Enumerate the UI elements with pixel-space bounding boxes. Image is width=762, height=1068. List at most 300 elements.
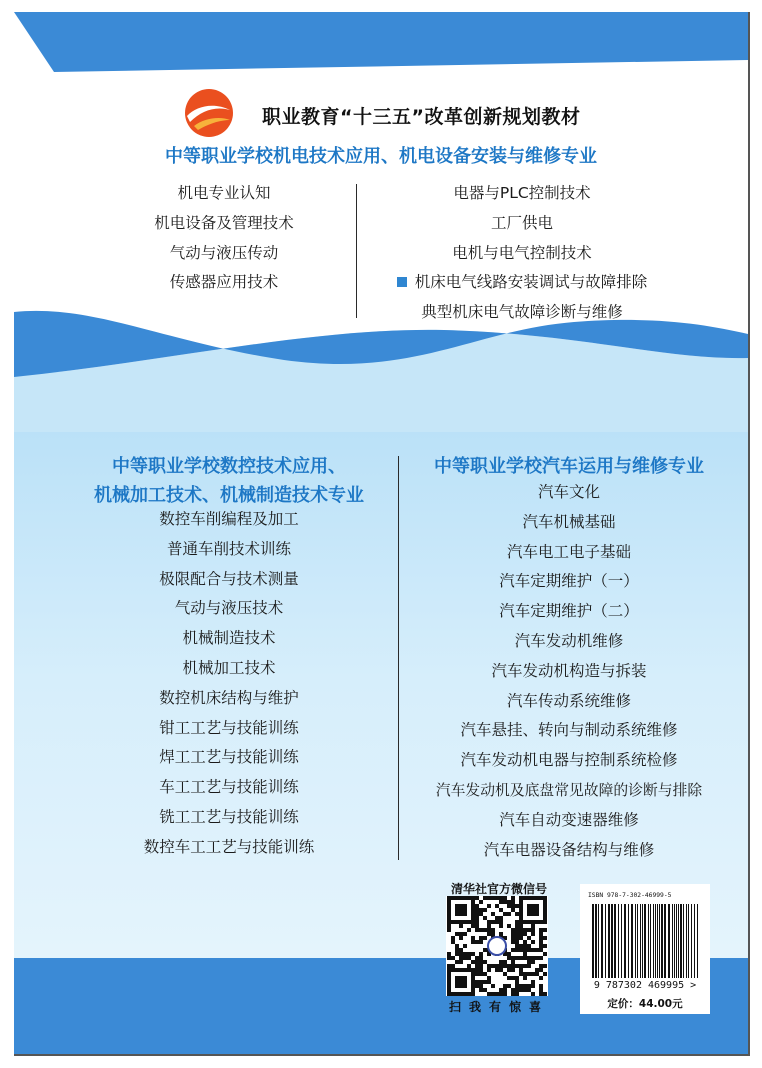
list-item: 焊工工艺与技能训练: [159, 748, 299, 767]
qr-module: [523, 956, 527, 960]
price-label: 定价：44.00元: [607, 998, 683, 1010]
qr-module: [515, 956, 519, 960]
square-bullet-icon: [397, 277, 407, 287]
qr-module: [487, 928, 491, 932]
qr-module: [523, 976, 527, 980]
barcode-bar: [592, 904, 594, 978]
qr-module: [531, 896, 535, 900]
qr-module: [527, 972, 531, 976]
list-item: 机械加工技术: [182, 658, 276, 677]
qr-module: [475, 956, 479, 960]
qr-module: [543, 920, 547, 924]
section1-divider: [356, 184, 357, 318]
qr-module: [455, 960, 459, 964]
qr-module: [543, 964, 547, 968]
barcode-bar: [624, 904, 626, 978]
qr-module: [487, 976, 491, 980]
qr-module: [479, 960, 483, 964]
qr-module: [511, 948, 515, 952]
barcode-bar: [648, 904, 649, 978]
qr-module: [467, 964, 471, 968]
qr-module: [455, 896, 459, 900]
qr-module: [475, 920, 479, 924]
qr-module: [483, 988, 487, 992]
qr-module: [503, 912, 507, 916]
qr-module: [539, 920, 543, 924]
qr-module: [483, 896, 487, 900]
qr-module: [519, 984, 523, 988]
qr-module: [531, 920, 535, 924]
qr-module: [455, 980, 459, 984]
qr-module: [539, 964, 543, 968]
qr-module: [535, 908, 539, 912]
qr-module: [519, 944, 523, 948]
qr-module: [471, 908, 475, 912]
qr-module: [455, 984, 459, 988]
list-item: 汽车发动机及底盘常见故障的诊断与排除: [435, 781, 703, 799]
list-item: 气动与液压传动: [169, 243, 279, 262]
qr-module: [459, 920, 463, 924]
barcode-bar: [694, 904, 695, 978]
qr-module: [479, 936, 483, 940]
qr-module: [511, 956, 515, 960]
qr-module: [535, 904, 539, 908]
qr-module: [527, 920, 531, 924]
qr-module: [491, 992, 495, 996]
qr-module: [459, 924, 463, 928]
list-item: 汽车传动系统维修: [506, 691, 631, 710]
isbn-text: ISBN 978-7-302-46999-5: [588, 892, 672, 899]
qr-module: [483, 916, 487, 920]
qr-module: [483, 908, 487, 912]
barcode-bar: [601, 904, 603, 978]
qr-module: [451, 920, 455, 924]
qr-module: [515, 980, 519, 984]
qr-module: [455, 912, 459, 916]
qr-module: [483, 948, 487, 952]
qr-module: [507, 968, 511, 972]
barcode-bar: [618, 904, 619, 978]
qr-module: [495, 964, 499, 968]
qr-module: [483, 960, 487, 964]
qr-module: [487, 932, 491, 936]
qr-module: [495, 904, 499, 908]
qr-module: [531, 992, 535, 996]
qr-module: [491, 964, 495, 968]
qr-module: [507, 904, 511, 908]
qr-module: [531, 960, 535, 964]
qr-module: [503, 900, 507, 904]
qr-module: [539, 992, 543, 996]
qr-module: [471, 916, 475, 920]
qr-module: [515, 940, 519, 944]
highlighted-item-label: 机床电气线路安装调试与故障排除: [414, 273, 648, 292]
qr-module: [471, 960, 475, 964]
qr-module: [543, 952, 547, 956]
qr-module: [487, 964, 491, 968]
qr-module: [523, 944, 527, 948]
list-item: 数控车削编程及加工: [159, 510, 299, 528]
barcode-bar: [640, 904, 641, 978]
qr-module: [459, 980, 463, 984]
qr-module: [447, 956, 451, 960]
qr-module: [447, 912, 451, 916]
qr-module: [447, 916, 451, 920]
section2-heading-line2: 机械加工技术、机械制造技术专业: [94, 485, 364, 506]
qr-module: [475, 984, 479, 988]
qr-module: [531, 908, 535, 912]
qr-module: [527, 960, 531, 964]
qr-module: [511, 908, 515, 912]
qr-module: [531, 948, 535, 952]
qr-module: [519, 908, 523, 912]
qr-module: [471, 992, 475, 996]
section1-right-list: [372, 179, 672, 328]
qr-module: [527, 944, 531, 948]
qr-module: [511, 940, 515, 944]
qr-module: [463, 896, 467, 900]
qr-module: [519, 920, 523, 924]
qr-module: [479, 980, 483, 984]
qr-module: [531, 972, 535, 976]
list-item: 汽车发动机构造与拆装: [491, 661, 647, 680]
qr-module: [479, 908, 483, 912]
qr-module: [491, 932, 495, 936]
qr-module: [523, 964, 527, 968]
qr-module: [459, 992, 463, 996]
qr-module: [471, 896, 475, 900]
list-item: 汽车定期维护（一）: [499, 572, 639, 591]
list-item: 气动与液压技术: [174, 599, 284, 618]
qr-module: [539, 936, 543, 940]
qr-module: [459, 968, 463, 972]
qr-module: [543, 912, 547, 916]
qr-module: [463, 968, 467, 972]
list-item: 典型机床电气故障诊断与维修: [421, 303, 623, 322]
qr-module: [463, 920, 467, 924]
qr-module: [511, 992, 515, 996]
qr-module: [491, 984, 495, 988]
qr-module: [459, 936, 463, 940]
qr-module: [515, 944, 519, 948]
qr-module: [499, 896, 503, 900]
qr-module: [491, 928, 495, 932]
qr-module: [499, 920, 503, 924]
qr-code-icon: [446, 896, 548, 996]
qr-module: [543, 928, 547, 932]
barcode-bar: [642, 904, 643, 978]
qr-module: [535, 920, 539, 924]
qr-module: [479, 912, 483, 916]
barcode-bar: [657, 904, 658, 978]
qr-module: [507, 924, 511, 928]
qr-module: [483, 972, 487, 976]
qr-module: [451, 964, 455, 968]
qr-module: [447, 968, 451, 972]
qr-module: [515, 964, 519, 968]
qr-module: [515, 932, 519, 936]
qr-module: [471, 972, 475, 976]
qr-module: [519, 896, 523, 900]
qr-module: [507, 952, 511, 956]
qr-module: [523, 972, 527, 976]
qr-module: [539, 968, 543, 972]
qr-module: [515, 948, 519, 952]
qr-module: [515, 912, 519, 916]
list-item: 传感器应用技术: [169, 273, 279, 292]
list-item: 汽车悬挂、转向与制动系统维修: [460, 721, 678, 740]
qr-module: [487, 920, 491, 924]
qr-module: [535, 912, 539, 916]
qr-module: [479, 984, 483, 988]
qr-module: [503, 896, 507, 900]
list-item: 电机与电气控制技术: [452, 243, 592, 262]
barcode-bar: [672, 904, 673, 978]
qr-module: [467, 952, 471, 956]
qr-module: [459, 952, 463, 956]
barcode-bar: [688, 904, 689, 978]
qr-module: [451, 940, 455, 944]
qr-module: [475, 908, 479, 912]
qr-module: [451, 936, 455, 940]
barcode-bar: [661, 904, 663, 978]
qr-module: [535, 956, 539, 960]
qr-module: [543, 936, 547, 940]
qr-module: [475, 964, 479, 968]
qr-module: [535, 968, 539, 972]
qr-module: [447, 908, 451, 912]
qr-module: [479, 900, 483, 904]
qr-module: [455, 908, 459, 912]
qr-module: [455, 948, 459, 952]
list-item: 汽车电工电子基础: [506, 542, 631, 561]
qr-module: [507, 976, 511, 980]
barcode-bar: [674, 904, 675, 978]
publisher-logo-icon: [184, 88, 234, 138]
qr-module: [527, 904, 531, 908]
qr-module: [463, 908, 467, 912]
barcode-bar: [668, 904, 670, 978]
section2-heading-line1: 中等职业学校数控技术应用、: [112, 456, 346, 477]
barcode-panel: [580, 884, 710, 1014]
qr-module: [491, 896, 495, 900]
qr-module: [471, 988, 475, 992]
qr-module: [447, 972, 451, 976]
qr-module: [483, 928, 487, 932]
barcode-bar: [691, 904, 692, 978]
qr-module: [527, 984, 531, 988]
barcode-bar: [697, 904, 698, 978]
qr-module: [519, 900, 523, 904]
barcode-bar: [655, 904, 656, 978]
qr-module: [495, 968, 499, 972]
qr-module: [455, 968, 459, 972]
qr-module: [511, 932, 515, 936]
qr-module: [515, 984, 519, 988]
qr-module: [455, 932, 459, 936]
qr-module: [503, 984, 507, 988]
list-item: 汽车机械基础: [522, 512, 616, 531]
qr-module: [483, 980, 487, 984]
qr-module: [527, 948, 531, 952]
qr-module: [515, 920, 519, 924]
qr-module: [459, 948, 463, 952]
barcode-bar: [611, 904, 613, 978]
qr-module: [487, 980, 491, 984]
barcode-bar: [664, 904, 666, 978]
list-item: 机械制造技术: [182, 629, 276, 648]
qr-module: [479, 928, 483, 932]
qr-module: [531, 940, 535, 944]
qr-module: [515, 992, 519, 996]
qr-module: [527, 956, 531, 960]
barcode-bar: [637, 904, 638, 978]
qr-module: [503, 960, 507, 964]
qr-module: [519, 924, 523, 928]
qr-module: [523, 920, 527, 924]
qr-module: [511, 960, 515, 964]
qr-module: [483, 936, 487, 940]
qr-module: [519, 912, 523, 916]
qr-module: [527, 964, 531, 968]
qr-module: [535, 896, 539, 900]
qr-module: [519, 948, 523, 952]
lower-divider: [398, 456, 399, 860]
qr-module: [471, 976, 475, 980]
qr-module: [479, 952, 483, 956]
qr-module: [495, 896, 499, 900]
qr-module: [459, 912, 463, 916]
qr-module: [511, 904, 515, 908]
qr-module: [475, 912, 479, 916]
qr-module: [455, 952, 459, 956]
qr-module: [515, 936, 519, 940]
qr-module: [447, 924, 451, 928]
qr-module: [495, 916, 499, 920]
qr-module: [531, 956, 535, 960]
qr-center-logo-icon: [488, 937, 506, 955]
barcode-bar: [614, 904, 616, 978]
qr-module: [511, 964, 515, 968]
qr-module: [503, 988, 507, 992]
qr-module: [499, 932, 503, 936]
barcode-icon: [588, 904, 702, 980]
qr-module: [479, 968, 483, 972]
qr-module: [531, 932, 535, 936]
qr-module: [531, 984, 535, 988]
qr-module: [527, 988, 531, 992]
qr-module: [471, 984, 475, 988]
qr-module: [531, 912, 535, 916]
qr-module: [467, 928, 471, 932]
qr-module: [511, 928, 515, 932]
section3-heading: 中等职业学校汽车运用与维修专业: [434, 456, 704, 477]
qr-module: [447, 964, 451, 968]
qr-module: [479, 956, 483, 960]
qr-module: [515, 924, 519, 928]
qr-module: [519, 904, 523, 908]
qr-title: 清华社官方微信号: [450, 882, 547, 896]
list-item: 数控车工工艺与技能训练: [143, 837, 315, 856]
barcode-bar: [678, 904, 679, 978]
barcode-bar: [631, 904, 633, 978]
list-item: 极限配合与技术测量: [159, 569, 299, 588]
qr-module: [531, 904, 535, 908]
qr-module: [491, 920, 495, 924]
qr-module: [519, 936, 523, 940]
book-back-cover: [14, 12, 750, 1056]
barcode-bar: [683, 904, 684, 978]
qr-module: [459, 904, 463, 908]
qr-module: [459, 932, 463, 936]
qr-module: [459, 960, 463, 964]
qr-module: [455, 904, 459, 908]
qr-module: [499, 960, 503, 964]
qr-module: [451, 956, 455, 960]
list-item: 汽车定期维护（二）: [499, 602, 639, 621]
qr-module: [507, 956, 511, 960]
qr-module: [527, 912, 531, 916]
qr-module: [455, 976, 459, 980]
qr-module: [471, 924, 475, 928]
list-item: 机电专业认知: [177, 184, 271, 202]
qr-module: [519, 968, 523, 972]
qr-module: [495, 920, 499, 924]
qr-module: [519, 964, 523, 968]
barcode-bar: [621, 904, 622, 978]
qr-module: [463, 912, 467, 916]
qr-module: [471, 900, 475, 904]
qr-module: [543, 904, 547, 908]
qr-module: [527, 908, 531, 912]
qr-module: [539, 948, 543, 952]
qr-module: [455, 944, 459, 948]
qr-module: [451, 992, 455, 996]
list-item: 汽车文化: [537, 483, 600, 501]
qr-module: [519, 916, 523, 920]
barcode-bar: [635, 904, 636, 978]
list-item: 钳工工艺与技能训练: [159, 718, 299, 737]
qr-module: [507, 964, 511, 968]
qr-module: [539, 940, 543, 944]
qr-module: [447, 904, 451, 908]
qr-code-panel: [446, 896, 548, 996]
section1-left-list: [114, 179, 334, 298]
qr-module: [511, 936, 515, 940]
barcode-bar: [650, 904, 651, 978]
qr-module: [519, 956, 523, 960]
qr-module: [539, 984, 543, 988]
qr-module: [523, 984, 527, 988]
qr-module: [499, 916, 503, 920]
barcode-bar: [644, 904, 646, 978]
qr-module: [499, 924, 503, 928]
qr-module: [495, 992, 499, 996]
qr-module: [543, 900, 547, 904]
section1-heading: 中等职业学校机电技术应用、机电设备安装与维修专业: [165, 146, 597, 167]
barcode-bar: [653, 904, 654, 978]
qr-module: [531, 980, 535, 984]
qr-module: [463, 932, 467, 936]
qr-module: [539, 988, 543, 992]
qr-module: [475, 960, 479, 964]
qr-module: [499, 908, 503, 912]
qr-module: [539, 932, 543, 936]
qr-module: [527, 928, 531, 932]
qr-module: [447, 900, 451, 904]
qr-module: [467, 992, 471, 996]
qr-module: [511, 988, 515, 992]
